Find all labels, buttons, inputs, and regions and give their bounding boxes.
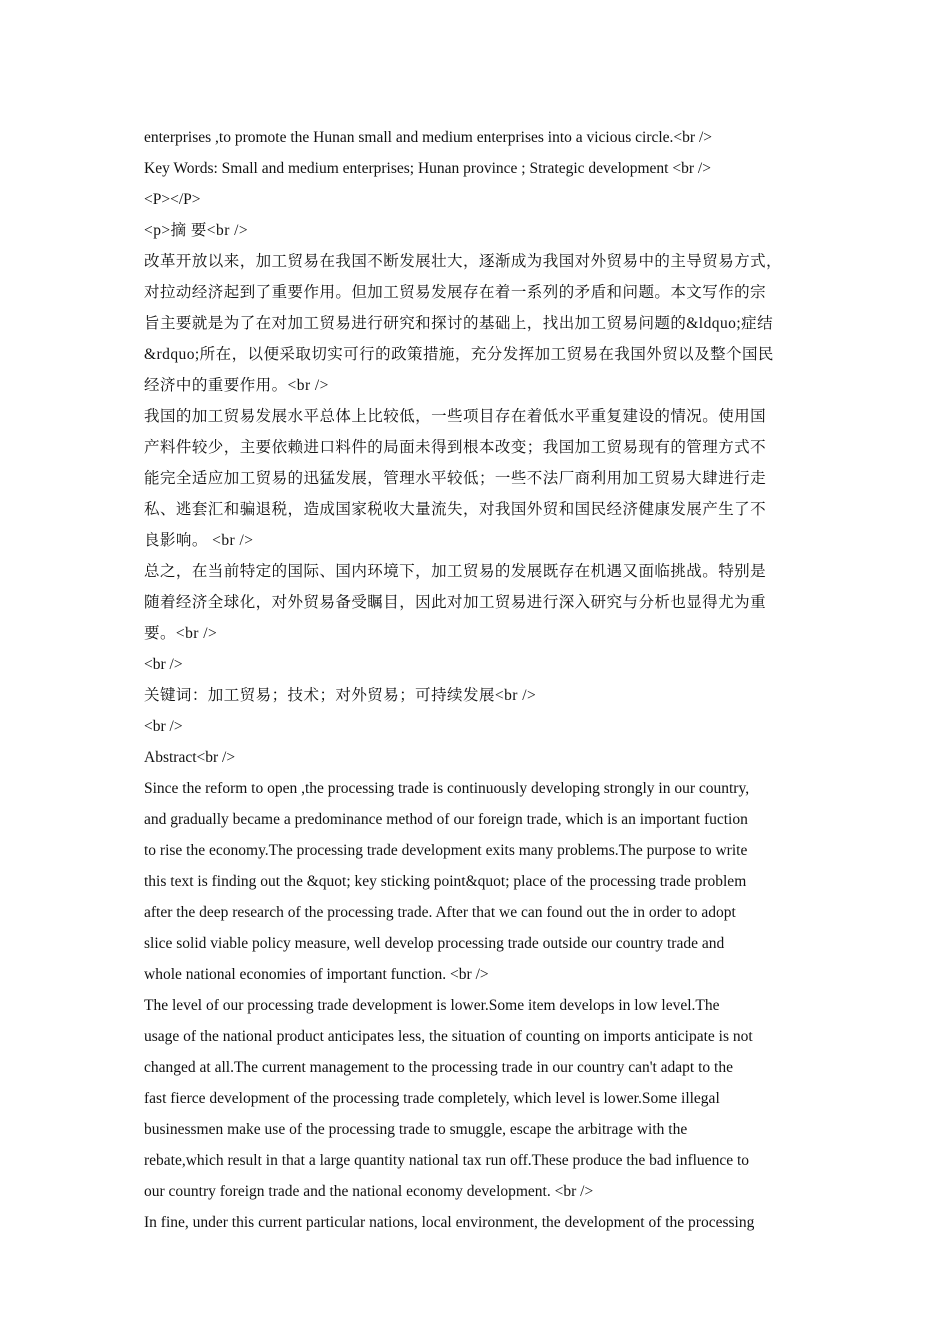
text-line: &rdquo;所在，以便采取切实可行的政策措施，充分发挥加工贸易在我国外贸以及整个国民 xyxy=(144,346,774,363)
text-line: 对拉动经济起到了重要作用。但加工贸易发展存在着一系列的矛盾和问题。本文写作的宗 xyxy=(144,284,767,301)
text-line: <p>摘 要<br /> xyxy=(144,222,249,239)
text-line: The level of our processing trade development is lower.Some item develops in low level.The xyxy=(144,997,720,1014)
text-line: fast fierce development of the processing trade completely, which level is lower.Some illegal xyxy=(144,1090,720,1107)
text-line: to rise the economy.The processing trade development exits many problems.The purpose to write xyxy=(144,842,748,859)
text-line: 经济中的重要作用。<br /> xyxy=(144,377,329,394)
text-line: changed at all.The current management to the processing trade in our country can't adapt to the xyxy=(144,1059,733,1076)
text-line: <br /> xyxy=(144,656,183,673)
text-line: and gradually became a predominance method of our foreign trade, which is an important fuction xyxy=(144,811,748,828)
text-line: 私、逃套汇和骗退税，造成国家税收大量流失，对我国外贸和国民经济健康发展产生了不 xyxy=(144,501,767,518)
text-line: 关键词：加工贸易；技术；对外贸易；可持续发展<br /> xyxy=(144,687,537,704)
text-line: 能完全适应加工贸易的迅猛发展，管理水平较低；一些不法厂商利用加工贸易大肆进行走 xyxy=(144,470,767,487)
text-line: enterprises ,to promote the Hunan small and medium enterprises into a vicious circle.<br /> xyxy=(144,129,713,146)
document-page xyxy=(144,122,812,1238)
text-line: Abstract<br /> xyxy=(144,749,236,766)
text-line: In fine, under this current particular nations, local environment, the development of the processing xyxy=(144,1214,755,1231)
text-line: slice solid viable policy measure, well develop processing trade outside our country trade and xyxy=(144,935,725,952)
text-line: <br /> xyxy=(144,718,183,735)
text-line: 我国的加工贸易发展水平总体上比较低，一些项目存在着低水平重复建设的情况。使用国 xyxy=(144,408,767,425)
text-line: 旨主要就是为了在对加工贸易进行研究和探讨的基础上，找出加工贸易问题的&ldquo;症结 xyxy=(144,315,774,332)
text-line: businessmen make use of the processing trade to smuggle, escape the arbitrage with the xyxy=(144,1121,688,1138)
text-line: <P></P> xyxy=(144,191,201,208)
text-line: 要。<br /> xyxy=(144,625,218,642)
text-line: usage of the national product anticipates less, the situation of counting on imports anticipate is not xyxy=(144,1028,753,1045)
text-line: whole national economies of important function. <br /> xyxy=(144,966,489,983)
text-line: rebate,which result in that a large quantity national tax run off.These produce the bad influence to xyxy=(144,1152,750,1169)
text-line: 总之，在当前特定的国际、国内环境下，加工贸易的发展既存在机遇又面临挑战。特别是 xyxy=(144,563,767,580)
text-line: Key Words: Small and medium enterprises; Hunan province ; Strategic development <br /> xyxy=(144,160,711,177)
text-line: 产料件较少，主要依赖进口料件的局面未得到根本改变；我国加工贸易现有的管理方式不 xyxy=(144,439,767,456)
text-line: 良影响。 <br /> xyxy=(144,532,254,549)
text-line: Since the reform to open ,the processing trade is continuously developing strongly in our country, xyxy=(144,780,750,797)
text-line: our country foreign trade and the national economy development. <br /> xyxy=(144,1183,594,1200)
text-line: this text is finding out the &quot; key sticking point&quot; place of the processing trade problem xyxy=(144,873,747,890)
text-line: 改革开放以来，加工贸易在我国不断发展壮大，逐渐成为我国对外贸易中的主导贸易方式， xyxy=(144,253,783,270)
text-line: after the deep research of the processing trade. After that we can found out the in order to adopt xyxy=(144,904,736,921)
text-line: 随着经济全球化，对外贸易备受瞩目，因此对加工贸易进行深入研究与分析也显得尤为重 xyxy=(144,594,767,611)
